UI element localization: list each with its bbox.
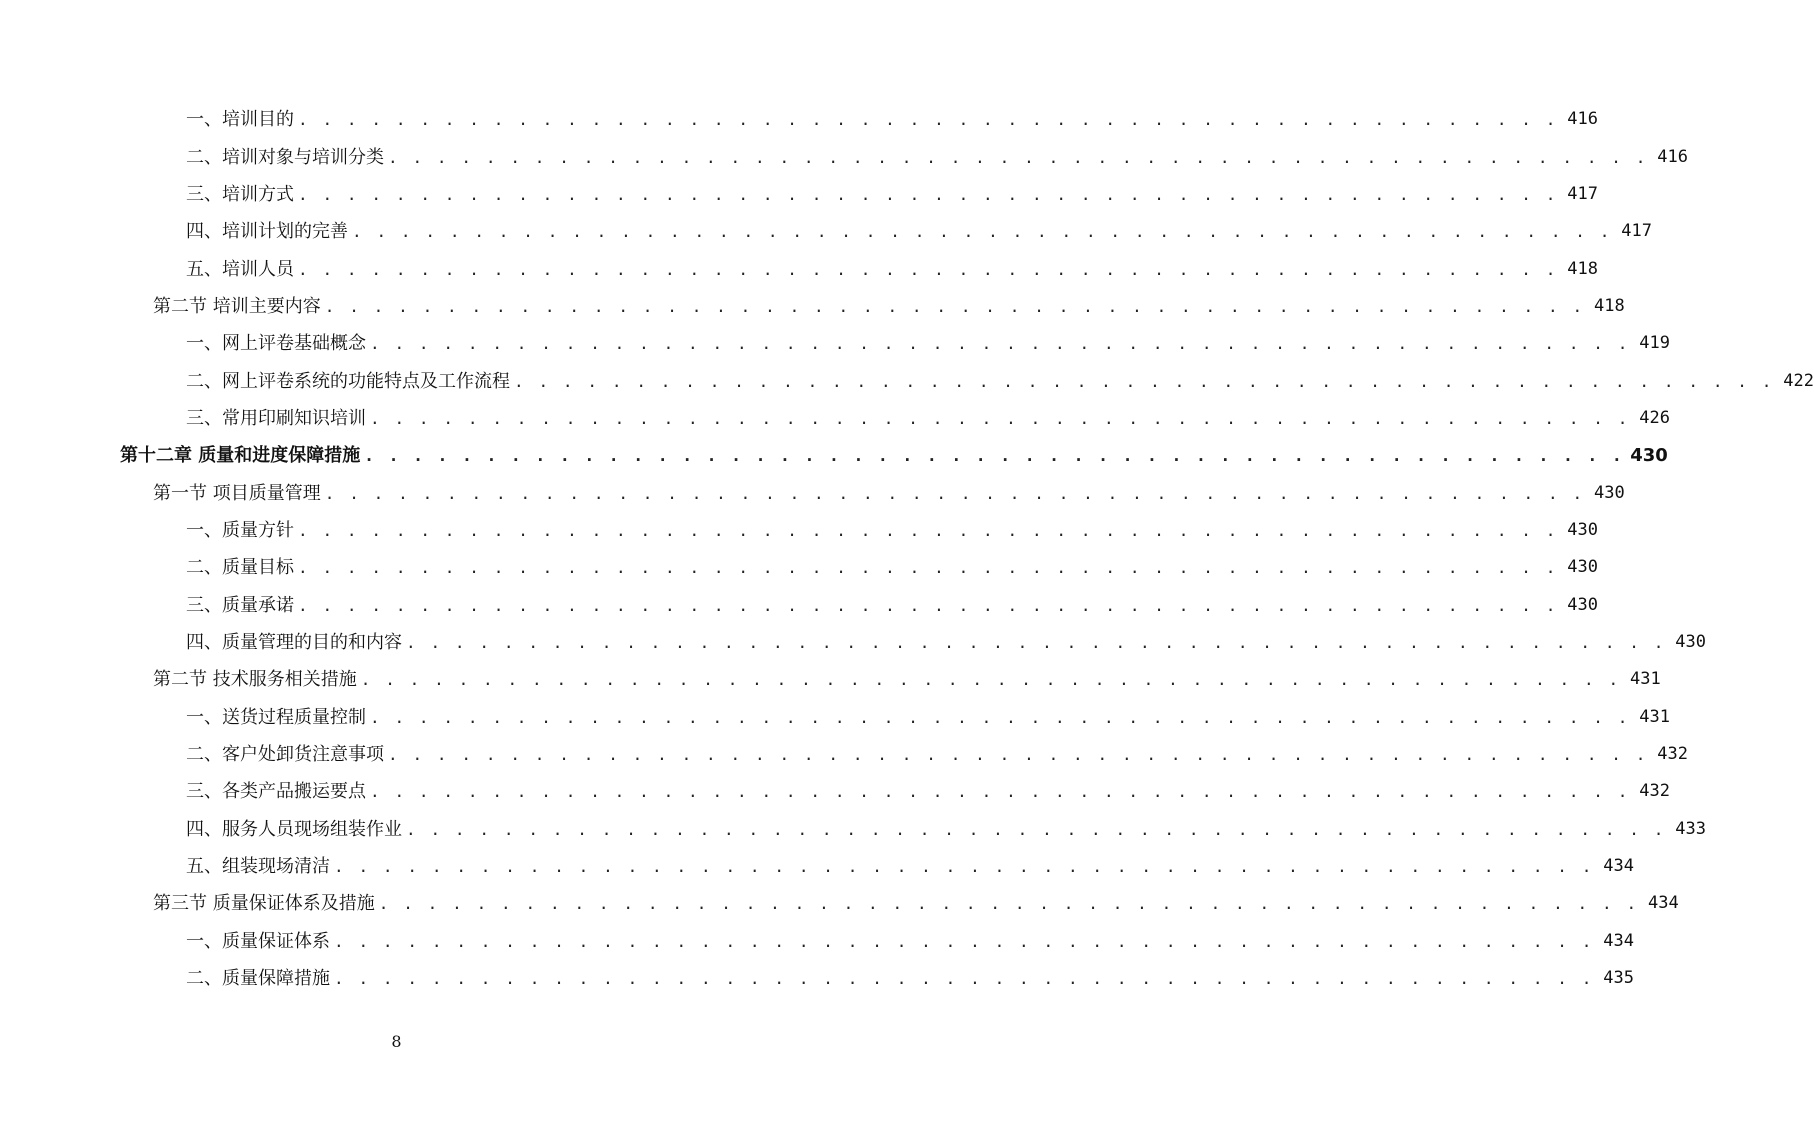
dot-leader: . . . . . . . . . . . . . . . . . . . . . . . . . . . . . . . . . . . . . . . . . . . . . . . . . . . .: [334, 857, 1594, 877]
toc-entry-title: 一、培训目的: [186, 109, 294, 131]
toc-entry-page: 430: [1675, 631, 1706, 652]
dot-leader: . . . . . . . . . . . . . . . . . . . . . . . . . . . . . . . . . . . . . . . . . . . . . . . . . . . .: [334, 931, 1594, 951]
dot-leader: . . . . . . . . . . . . . . . . . . . . . . . . . . . . . . . . . . . . . . . . . . . . . . . . . . . .: [370, 782, 1630, 802]
toc-entry-page: 422: [1783, 370, 1814, 391]
dot-leader: . . . . . . . . . . . . . . . . . . . . . . . . . . . . . . . . . . . . . . . . . . . . . . . . . . . .: [388, 147, 1648, 167]
toc-entry-page: 433: [1675, 818, 1706, 839]
toc-entry-title: 二、质量保障措施: [186, 968, 330, 990]
toc-entry-page: 419: [1639, 333, 1670, 354]
dot-leader: . . . . . . . . . . . . . . . . . . . . . . . . . . . . . . . . . . . . . . . . . . . . . . . . . . . .: [370, 334, 1630, 354]
toc-entry-item[interactable]: [0, 176, 1598, 213]
dot-leader: . . . . . . . . . . . . . . . . . . . . . . . . . . . . . . . . . . . . . . . . . . . . . . . . . . . .: [324, 483, 1585, 503]
toc-entry-page: 416: [1657, 146, 1688, 167]
toc-entry-page: 418: [1594, 295, 1625, 316]
dot-leader: . . . . . . . . . . . . . . . . . . . . . . . . . . . . . . . . . . . . . . . . . . . . . . . . . . . .: [514, 371, 1774, 391]
toc-entry-item[interactable]: [0, 512, 1598, 549]
toc-entry-title: 三、常用印刷知识培训: [186, 407, 366, 429]
toc-entry-page: 430: [1567, 519, 1598, 540]
toc-entry-page: 434: [1603, 930, 1634, 951]
dot-leader: . . . . . . . . . . . . . . . . . . . . . . . . . . . . . . . . . . . . . . . . . . . . . . . . . . . .: [352, 222, 1612, 242]
toc-entry-page: 430: [1567, 594, 1598, 615]
toc-entry-title: 二、网上评卷系统的功能特点及工作流程: [186, 370, 510, 392]
toc-entry-title: 一、送货过程质量控制: [186, 706, 366, 728]
dot-leader: . . . . . . . . . . . . . . . . . . . . . . . . . . . . . . . . . . . . . . . . . . . . . . . . . . . .: [298, 110, 1558, 130]
toc-entry-item[interactable]: [0, 699, 1670, 736]
toc-entry-title: 二、培训对象与培训分类: [186, 146, 384, 168]
dot-leader: . . . . . . . . . . . . . . . . . . . . . . . . . . . . . . . . . . . . . . . . . . . . . . . . . . . .: [388, 745, 1648, 765]
dot-leader: . . . . . . . . . . . . . . . . . . . . . . . . . . . . . . . . . . . . . . . . . . . . . . . . . . . .: [298, 595, 1558, 615]
dot-leader: . . . . . . . . . . . . . . . . . . . . . . . . . . . . . . . . . . . . . . . . . . . . . . . . . . . .: [324, 296, 1585, 316]
toc-entry-page: 416: [1567, 109, 1598, 130]
toc-entry-item[interactable]: [0, 960, 1634, 997]
toc-entry-page: 417: [1621, 221, 1652, 242]
toc-entry-item[interactable]: [0, 213, 1652, 250]
toc-entry-item[interactable]: [0, 773, 1670, 810]
toc-entry-item[interactable]: [0, 848, 1634, 885]
toc-entry-title: 一、网上评卷基础概念: [186, 333, 366, 355]
toc-entry-page: 435: [1603, 968, 1634, 989]
toc-entry-page: 430: [1594, 482, 1625, 503]
dot-leader: . . . . . . . . . . . . . . . . . . . . . . . . . . . . . . . . . . . . . . . . . . . . . . . . . . . .: [298, 520, 1558, 540]
toc-entry-title: 三、质量承诺: [186, 594, 294, 616]
toc-entry-title: 三、培训方式: [186, 183, 294, 205]
toc-entry-page: 431: [1639, 706, 1670, 727]
dot-leader: . . . . . . . . . . . . . . . . . . . . . . . . . . . . . . . . . . . . . . . . . . . . . . . . . . . .: [370, 707, 1630, 727]
toc-entry-title: 四、质量管理的目的和内容: [186, 631, 402, 653]
toc-entry-item[interactable]: [0, 138, 1688, 175]
toc-entry-title: 四、培训计划的完善: [186, 221, 348, 243]
toc-entry-title: 第十二章 质量和进度保障措施: [120, 445, 361, 467]
toc-entry-item[interactable]: [0, 586, 1598, 623]
dot-leader: . . . . . . . . . . . . . . . . . . . . . . . . . . . . . . . . . . . . . . . . . . . . . . . . . . . .: [298, 184, 1558, 204]
toc-entry-section[interactable]: [0, 288, 1625, 325]
toc-entry-item[interactable]: [0, 736, 1688, 773]
toc-entry-title: 五、组装现场清洁: [186, 856, 330, 878]
toc-entry-page: 434: [1603, 856, 1634, 877]
dot-leader: . . . . . . . . . . . . . . . . . . . . . . . . . . . . . . . . . . . . . . . . . . . . . . . . . . . .: [406, 632, 1666, 652]
toc-entry-title: 一、质量方针: [186, 519, 294, 541]
toc-entry-section[interactable]: [0, 661, 1661, 698]
dot-leader: . . . . . . . . . . . . . . . . . . . . . . . . . . . . . . . . . . . . . . . . . . . . . . . . . . . .: [364, 446, 1625, 466]
toc-entry-item[interactable]: [0, 400, 1670, 437]
toc-entry-title: 二、客户处卸货注意事项: [186, 744, 384, 766]
toc-entry-page: 430: [1630, 445, 1668, 467]
toc-entry-item[interactable]: [0, 362, 1814, 399]
toc-entry-page: 430: [1567, 557, 1598, 578]
toc-entry-title: 第一节 项目质量管理: [153, 482, 321, 504]
dot-leader: . . . . . . . . . . . . . . . . . . . . . . . . . . . . . . . . . . . . . . . . . . . . . . . . . . . .: [406, 819, 1666, 839]
toc-entry-page: 417: [1567, 183, 1598, 204]
toc-entry-title: 四、服务人员现场组装作业: [186, 818, 402, 840]
dot-leader: . . . . . . . . . . . . . . . . . . . . . . . . . . . . . . . . . . . . . . . . . . . . . . . . . . . .: [360, 670, 1621, 690]
toc-entry-page: 431: [1630, 669, 1661, 690]
dot-leader: . . . . . . . . . . . . . . . . . . . . . . . . . . . . . . . . . . . . . . . . . . . . . . . . . . . .: [378, 894, 1639, 914]
toc-entry-title: 五、培训人员: [186, 258, 294, 280]
toc-entry-section[interactable]: [0, 474, 1625, 511]
toc-entry-title: 第三节 质量保证体系及措施: [153, 893, 375, 915]
table-of-contents: [0, 101, 1814, 997]
toc-entry-title: 一、质量保证体系: [186, 930, 330, 952]
toc-entry-item[interactable]: [0, 325, 1670, 362]
toc-entry-page: 432: [1657, 744, 1688, 765]
toc-entry-section[interactable]: [0, 885, 1679, 922]
dot-leader: . . . . . . . . . . . . . . . . . . . . . . . . . . . . . . . . . . . . . . . . . . . . . . . . . . . .: [298, 558, 1558, 578]
toc-entry-item[interactable]: [0, 923, 1634, 960]
toc-entry-item[interactable]: [0, 549, 1598, 586]
toc-entry-title: 二、质量目标: [186, 557, 294, 579]
dot-leader: . . . . . . . . . . . . . . . . . . . . . . . . . . . . . . . . . . . . . . . . . . . . . . . . . . . .: [370, 408, 1630, 428]
toc-entry-title: 三、各类产品搬运要点: [186, 781, 366, 803]
toc-entry-chapter[interactable]: [0, 437, 1668, 474]
toc-entry-title: 第二节 技术服务相关措施: [153, 669, 357, 691]
toc-entry-page: 418: [1567, 258, 1598, 279]
page-number: 8: [391, 1032, 402, 1051]
toc-entry-item[interactable]: [0, 101, 1598, 138]
toc-entry-item[interactable]: [0, 624, 1706, 661]
dot-leader: . . . . . . . . . . . . . . . . . . . . . . . . . . . . . . . . . . . . . . . . . . . . . . . . . . . .: [298, 259, 1558, 279]
toc-entry-page: 432: [1639, 781, 1670, 802]
toc-entry-item[interactable]: [0, 250, 1598, 287]
toc-entry-title: 第二节 培训主要内容: [153, 295, 321, 317]
toc-entry-page: 434: [1648, 893, 1679, 914]
toc-entry-page: 426: [1639, 407, 1670, 428]
dot-leader: . . . . . . . . . . . . . . . . . . . . . . . . . . . . . . . . . . . . . . . . . . . . . . . . . . . .: [334, 969, 1594, 989]
toc-entry-item[interactable]: [0, 811, 1706, 848]
